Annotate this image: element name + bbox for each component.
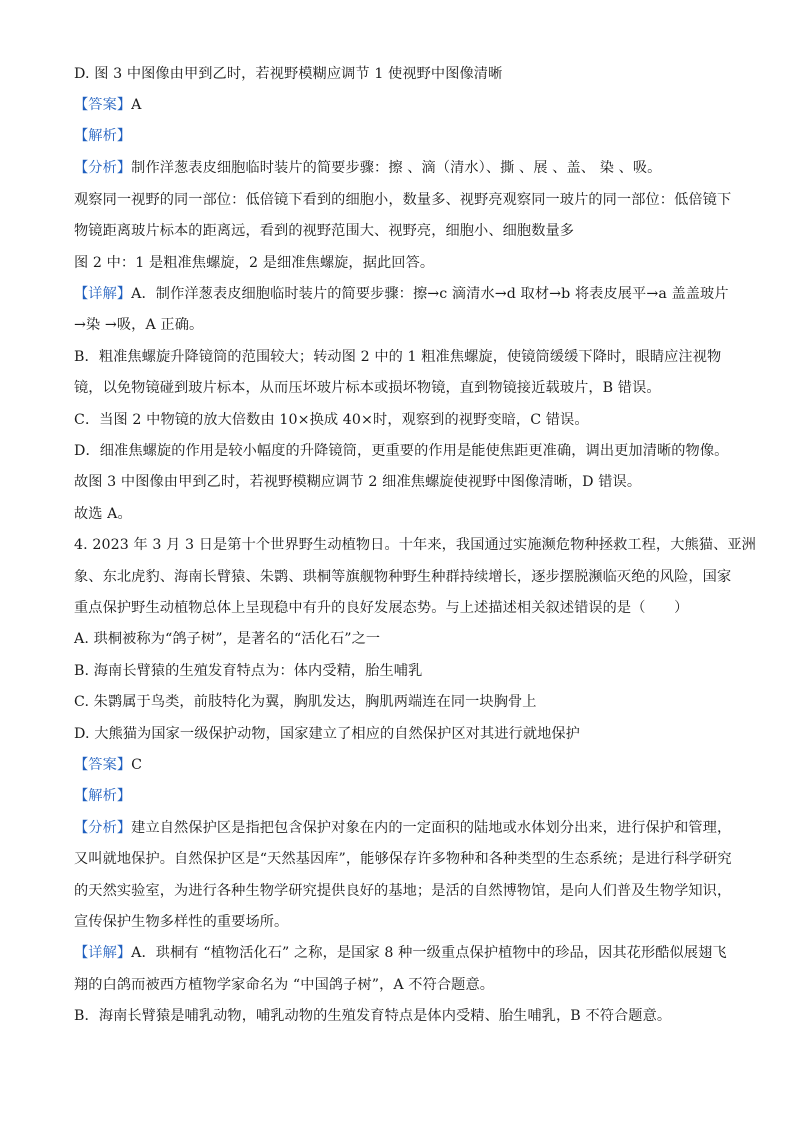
text-line: D．细准焦螺旋的作用是较小幅度的升降镜筒，更重要的作用是能使焦距更准确，调出更加清晰的物像。 — [74, 443, 729, 459]
answer-line: 【答案】C — [74, 757, 143, 773]
analysis-heading: 【解析】 — [74, 128, 132, 144]
analysis-line: 【分析】制作洋葱表皮细胞临时装片的简要步骤：擦 、滴（清水）、撕 、展 、盖、 染 、吸。 — [74, 160, 662, 176]
text-line: 观察同一视野的同一部位：低倍镜下看到的细胞小，数量多、视野亮观察同一玻片的同一部位：低倍镜下 — [74, 192, 732, 208]
answer-line: 【答案】A — [74, 97, 142, 113]
text-line: B．粗准焦螺旋升降镜筒的范围较大；转动图 2 中的 1 粗准焦螺旋，使镜筒缓缓下降时，眼睛应注视物 — [74, 349, 722, 365]
text-line: 物镜距离玻片标本的距离远，看到的视野范围大、视野亮，细胞小、细胞数量多 — [74, 223, 575, 239]
question-line: 4. 2023 年 3 月 3 日是第十个世界野生动植物日。十年来，我国通过实施濒危物种拯救工程，大熊猫、亚洲 — [74, 537, 756, 553]
text-line: 又叫就地保护。自然保护区是“天然基因库”，能够保存许多物种和各种类型的生态系统；是进行科学研究 — [74, 851, 732, 867]
text-line: 故选 A。 — [74, 506, 132, 522]
text-line: C．当图 2 中物镜的放大倍数由 10×换成 40×时，观察到的视野变暗，C 错误。 — [74, 412, 589, 428]
detail-line: 【详解】A．珙桐有 “植物活化石” 之称，是国家 8 种一级重点保护植物中的珍品，因其花形酷似展翅飞 — [74, 945, 727, 961]
question-line: 重点保护野生动植物总体上呈现稳中有升的良好发展态势。与上述描述相关叙述错误的是（ ） — [74, 600, 689, 616]
text-line: 故图 3 中图像由甲到乙时，若视野模糊应调节 2 细准焦螺旋使视野中图像清晰，D 错误。 — [74, 474, 642, 490]
text-line: 宣传保护生物多样性的重要场所。 — [74, 914, 289, 930]
text-line: 翔的白鸽而被西方植物学家命名为 “中国鸽子树”，A 不符合题意。 — [74, 977, 495, 993]
text-line: →染 →吸，A 正确。 — [74, 317, 204, 333]
option-a: A. 珙桐被称为“鸽子树”，是著名的“活化石”之一 — [74, 631, 381, 647]
analysis-line: 【分析】建立自然保护区是指把包含保护对象在内的一定面积的陆地或水体划分出来，进行保护和管理， — [74, 820, 732, 836]
text-line: B．海南长臂猿是哺乳动物，哺乳动物的生殖发育特点是体内受精、胎生哺乳，B 不符合题意。 — [74, 1008, 672, 1024]
text-line: 的天然实验室，为进行各种生物学研究提供良好的基地；是活的自然博物馆，是向人们普及生物学知识， — [74, 883, 732, 899]
question-line: 象、东北虎豹、海南长臂猿、朱鹮、珙桐等旗舰物种野生种群持续增长，逐步摆脱濒临灭绝的风险，国家 — [74, 569, 732, 585]
option-d: D. 大熊猫为国家一级保护动物，国家建立了相应的自然保护区对其进行就地保护 — [74, 726, 580, 742]
text-line: 镜，以免物镜碰到玻片标本，从而压坏玻片标本或损坏物镜，直到物镜接近载玻片，B 错误。 — [74, 380, 661, 396]
option-c: C. 朱鹮属于鸟类，前肢特化为翼，胸肌发达，胸肌两端连在同一块胸骨上 — [74, 694, 537, 710]
text-line: D. 图 3 中图像由甲到乙时，若视野模糊应调节 1 使视野中图像清晰 — [74, 66, 503, 82]
option-b: B. 海南长臂猿的生殖发育特点为：体内受精，胎生哺乳 — [74, 663, 423, 679]
detail-line: 【详解】A．制作洋葱表皮细胞临时装片的简要步骤：擦→c 滴清水→d 取材→b 将表皮展平→a 盖盖玻片 — [74, 286, 729, 302]
text-line: 图 2 中：1 是粗准焦螺旋，2 是细准焦螺旋，据此回答。 — [74, 255, 435, 271]
analysis-heading: 【解析】 — [74, 788, 132, 804]
